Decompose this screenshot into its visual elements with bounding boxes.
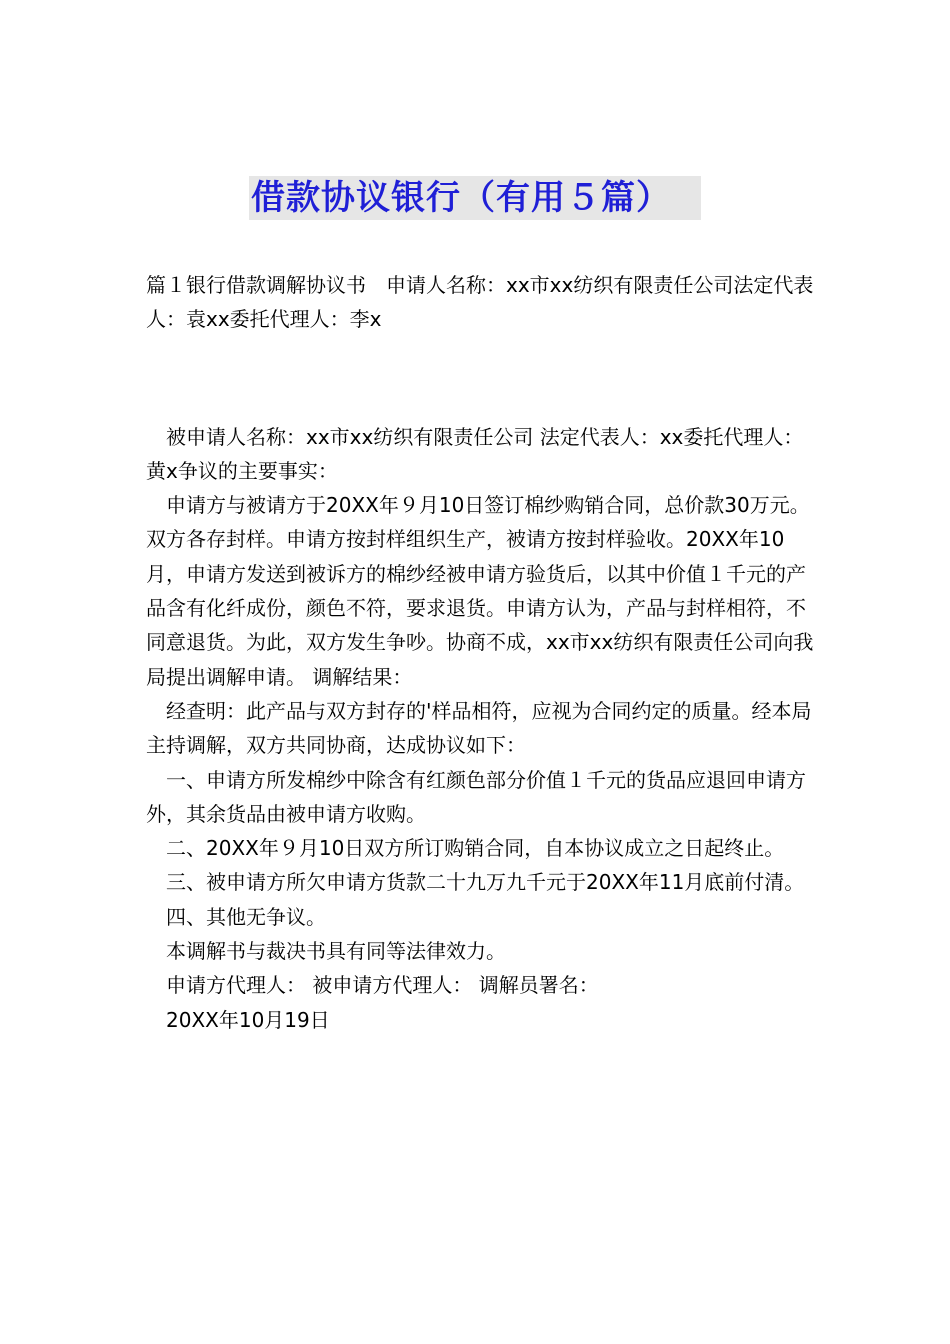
- title-container: [0, 176, 950, 220]
- paragraph-applicant-info: 篇１银行借款调解协议书 申请人名称：xx市xx纺织有限责任公司法定代表人：袁xx委托代理人：李x: [146, 273, 814, 332]
- paragraph-term-4: 四、其他无争议。: [146, 904, 326, 929]
- paragraph-term-2: 二、20XX年９月10日双方所订购销合同，自本协议成立之日起终止。: [146, 836, 785, 861]
- paragraph-legal-effect: 本调解书与裁决书具有同等法律效力。: [146, 939, 506, 964]
- paragraph-term-1: 一、申请方所发棉纱中除含有红颜色部分价值１千元的货品应退回申请方外，其余货品由被申请方收购。: [146, 767, 806, 826]
- paragraph-term-3: 三、被申请方所欠申请方货款二十九万九千元于20XX年11月底前付清。: [146, 870, 805, 895]
- paragraph-findings: 经查明：此产品与双方封存的'样品相符，应视为合同约定的质量。经本局主持调解，双方共同协商，达成协议如下：: [146, 698, 812, 758]
- document-title: 借款协议银行（有用５篇）: [249, 176, 701, 220]
- paragraph-blank: [146, 337, 816, 420]
- paragraph-date: 20XX年10月19日: [146, 1007, 330, 1032]
- paragraph-signatures: 申请方代理人： 被申请方代理人： 调解员署名：: [146, 973, 599, 998]
- paragraph-respondent-info: 被申请人名称：xx市xx纺织有限责任公司 法定代表人：xx委托代理人：黄x争议的主要事实：: [146, 424, 804, 483]
- document-body: [146, 268, 816, 1037]
- paragraph-dispute-facts: 申请方与被请方于20XX年９月10日签订棉纱购销合同，总价款30万元。双方各存封样。申请方按封样组织生产，被请方按封样验收。20XX年10月，申请方发送到被诉方的棉纱经被申请方验货后，以其中价值１千元的产品含有化纤成份，颜色不符，要求退货。申请方认为，产品与封样相符，不同意退货。为此，双方发生争吵。协商不成，xx市xx纺织有限责任公司向我局提出调解申请。 调解结果：: [146, 493, 814, 689]
